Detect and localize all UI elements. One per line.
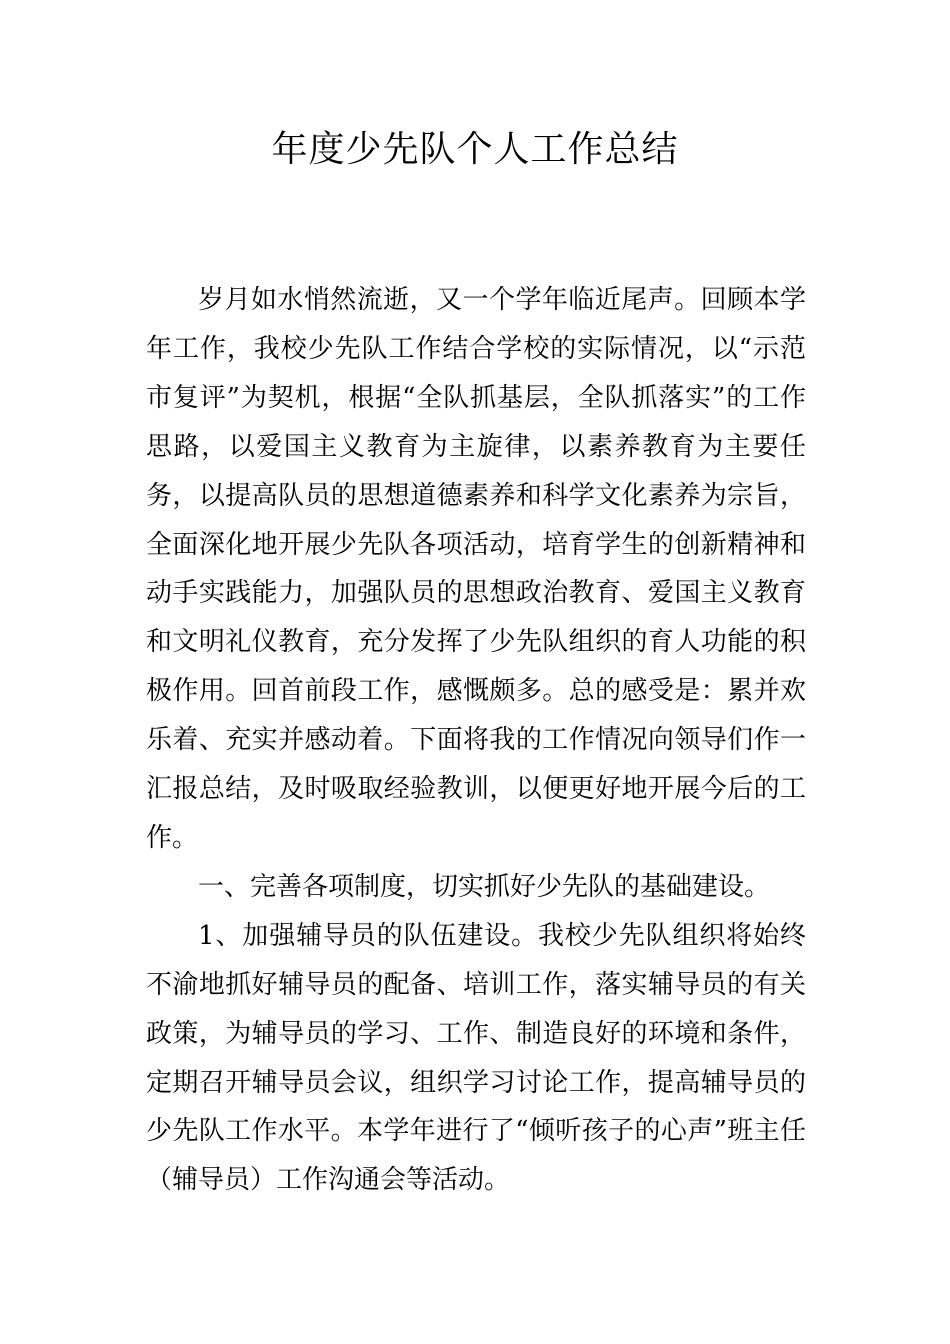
document-body	[146, 276, 806, 1205]
paragraph-intro: 岁月如水悄然流逝，又一个学年临近尾声。回顾本学年工作，我校少先队工作结合学校的实际情况，以“示范市复评”为契机，根据“全队抓基层，全队抓落实”的工作思路，以爱国主义教育为主旋律，以素养教育为主要任务，以提高队员的思想道德素养和科学文化素养为宗旨，全面深化地开展少先队各项活动，培育学生的创新精神和动手实践能力，加强队员的思想政治教育、爱国主义教育和文明礼仪教育，充分发挥了少先队组织的育人功能的积极作用。回首前段工作，感慨颇多。总的感受是：累并欢乐着、充实并感动着。下面将我的工作情况向领导们作一汇报总结，及时吸取经验教训，以便更好地开展今后的工作。	[146, 285, 806, 853]
paragraph-section-heading: 一、完善各项制度，切实抓好少先队的基础建设。	[198, 871, 771, 902]
paragraph-item-1: 1、加强辅导员的队伍建设。我校少先队组织将始终不渝地抓好辅导员的配备、培训工作，落实辅导员的有关政策，为辅导员的学习、工作、制造良好的环境和条件，定期召开辅导员会议，组织学习讨论工作，提高辅导员的少先队工作水平。本学年进行了“倾听孩子的心声”班主任（辅导员）工作沟通会等活动。	[146, 920, 806, 1196]
document-title: 年度少先队个人工作总结	[271, 129, 679, 170]
